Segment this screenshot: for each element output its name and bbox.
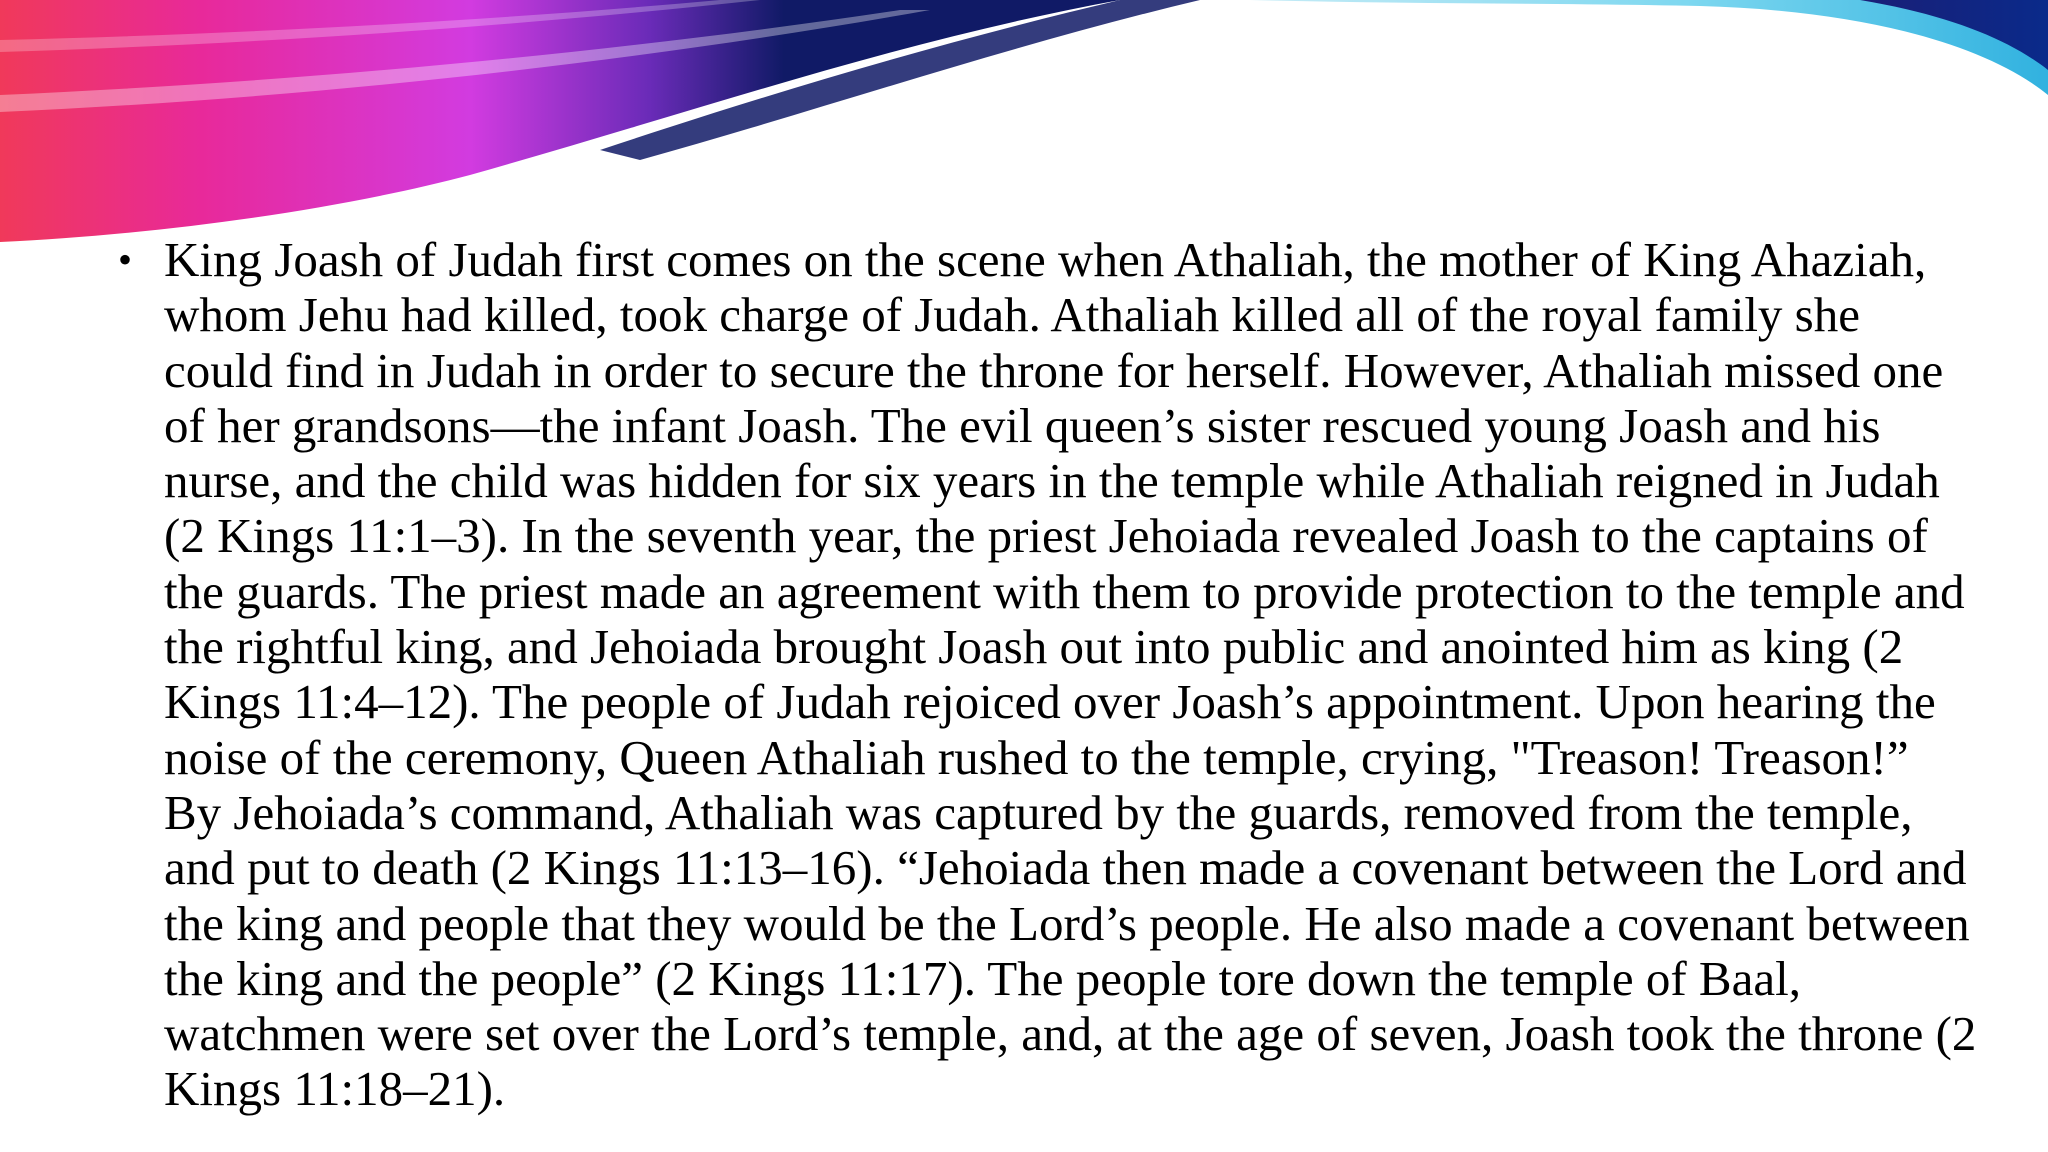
text-line: Kings 11:18–21). xyxy=(164,1061,506,1117)
text-line: noise of the ceremony, Queen Athaliah rushed to the temple, crying, "Treason! Treason!” xyxy=(164,729,1909,785)
text-line: (2 Kings 11:1–3). In the seventh year, the priest Jehoiada revealed Joash to the captains of xyxy=(164,508,1928,564)
text-line: of her grandsons—the infant Joash. The evil queen’s sister rescued young Joash and his xyxy=(164,397,1881,453)
text-line: whom Jehu had killed, took charge of Judah. Athaliah killed all of the royal family she xyxy=(164,287,1861,343)
text-line: and put to death (2 Kings 11:13–16). “Jehoiada then made a covenant between the Lord and xyxy=(164,840,1967,896)
text-line: the rightful king, and Jehoiada brought Joash out into public and anointed him as king (2 xyxy=(164,619,1904,675)
text-line: watchmen were set over the Lord’s temple, and, at the age of seven, Joash took the throne (2 xyxy=(164,1006,1977,1062)
text-line: the king and the people” (2 Kings 11:17). The people tore down the temple of Baal, xyxy=(164,950,1801,1006)
text-line: could find in Judah in order to secure the throne for herself. However, Athaliah missed one xyxy=(164,342,1944,398)
bullet-text xyxy=(164,232,2048,1117)
decorative-banner xyxy=(0,0,2048,260)
text-line: King Joash of Judah first comes on the scene when Athaliah, the mother of King Ahaziah, xyxy=(164,232,1927,287)
bullet-item xyxy=(118,232,2048,1117)
text-line: Kings 11:4–12). The people of Judah rejoiced over Joash’s appointment. Upon hearing the xyxy=(164,674,1936,730)
bullet-marker: • xyxy=(118,237,133,282)
slide-body xyxy=(118,232,2048,1117)
text-line: By Jehoiada’s command, Athaliah was captured by the guards, removed from the temple, xyxy=(164,784,1913,840)
text-line: the guards. The priest made an agreement with them to provide protection to the temple and xyxy=(164,563,1965,619)
text-line: nurse, and the child was hidden for six years in the temple while Athaliah reigned in Judah xyxy=(164,453,1940,509)
text-line: the king and people that they would be the Lord’s people. He also made a covenant between xyxy=(164,895,1970,951)
